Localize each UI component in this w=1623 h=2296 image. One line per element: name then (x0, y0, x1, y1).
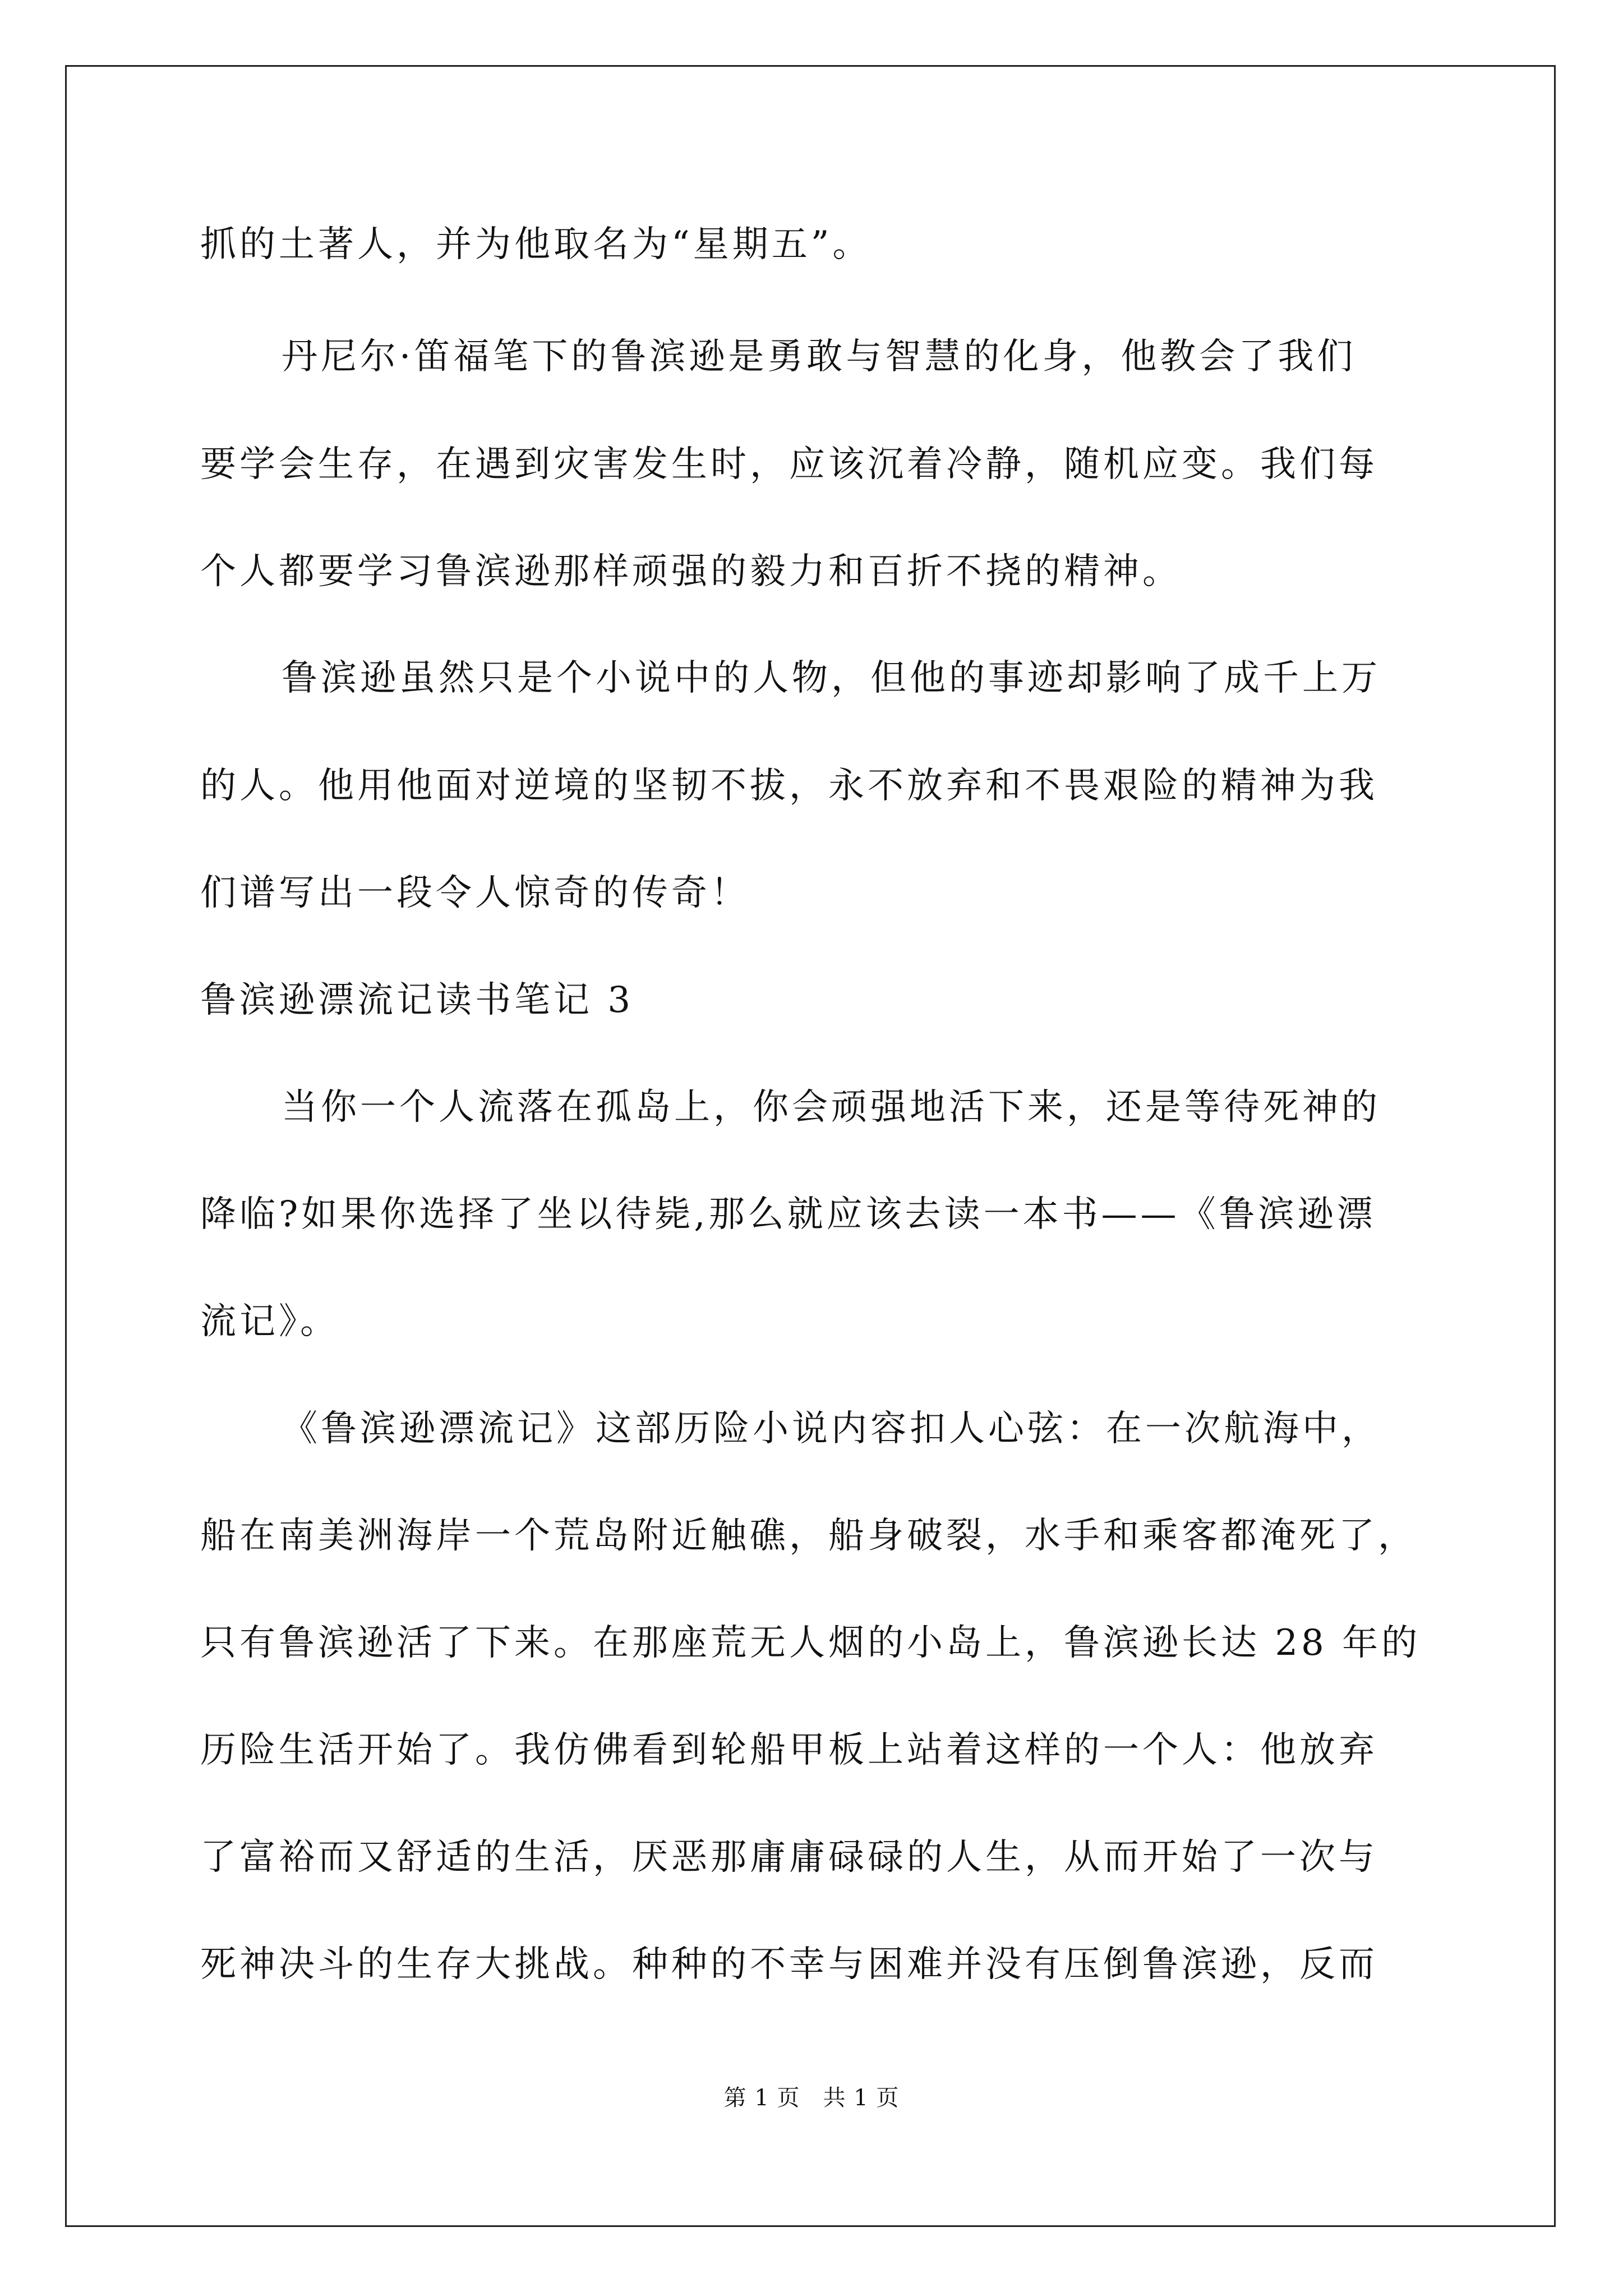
body-text-line: 个人都要学习鲁滨逊那样顽强的毅力和百折不挠的精神。 (200, 551, 1182, 592)
body-text-line: 当你一个人流落在孤岛上，你会顽强地活下来，还是等待死神的 (282, 1087, 1381, 1128)
body-text-line: 要学会生存，在遇到灾害发生时，应该沉着冷静，随机应变。我们每 (200, 444, 1378, 485)
body-text-line: 的人。他用他面对逆境的坚韧不拔，永不放弃和不畏艰险的精神为我 (200, 765, 1378, 807)
body-text-line: 了富裕而又舒适的生活，厌恶那庸庸碌碌的人生，从而开始了一次与 (200, 1837, 1378, 1878)
body-text-line: 历险生活开始了。我仿佛看到轮船甲板上站着这样的一个人：他放弃 (200, 1729, 1378, 1771)
body-text-line: 们谱写出一段令人惊奇的传奇！ (200, 872, 750, 914)
body-text-line: 鲁滨逊虽然只是个小说中的人物，但他的事迹却影响了成千上万 (282, 657, 1381, 699)
body-text-line: 降临?如果你选择了坐以待毙,那么就应该去读一本书——《鲁滨逊漂 (200, 1194, 1376, 1235)
body-text-line: 死神决斗的生存大挑战。种种的不幸与困难并没有压倒鲁滨逊，反而 (200, 1944, 1378, 1985)
body-text-line: 丹尼尔·笛福笔下的鲁滨逊是勇敢与智慧的化身，他教会了我们 (282, 336, 1357, 378)
body-text-line: 抓的土著人，并为他取名为“星期五”。 (200, 224, 872, 265)
body-text-line: 只有鲁滨逊活了下来。在那座荒无人烟的小岛上，鲁滨逊长达 28 年的 (200, 1622, 1421, 1664)
section-heading: 鲁滨逊漂流记读书笔记 3 (200, 979, 634, 1021)
body-text-line: 流记》。 (200, 1301, 339, 1342)
body-text-line: 船在南美洲海岸一个荒岛附近触礁，船身破裂，水手和乘客都淹死了， (200, 1515, 1417, 1557)
page-border (65, 65, 1556, 2227)
page-footer: 第 1 页 共 1 页 (723, 2085, 900, 2111)
body-text-line: 《鲁滨逊漂流记》这部历险小说内容扣人心弦：在一次航海中， (282, 1408, 1381, 1450)
